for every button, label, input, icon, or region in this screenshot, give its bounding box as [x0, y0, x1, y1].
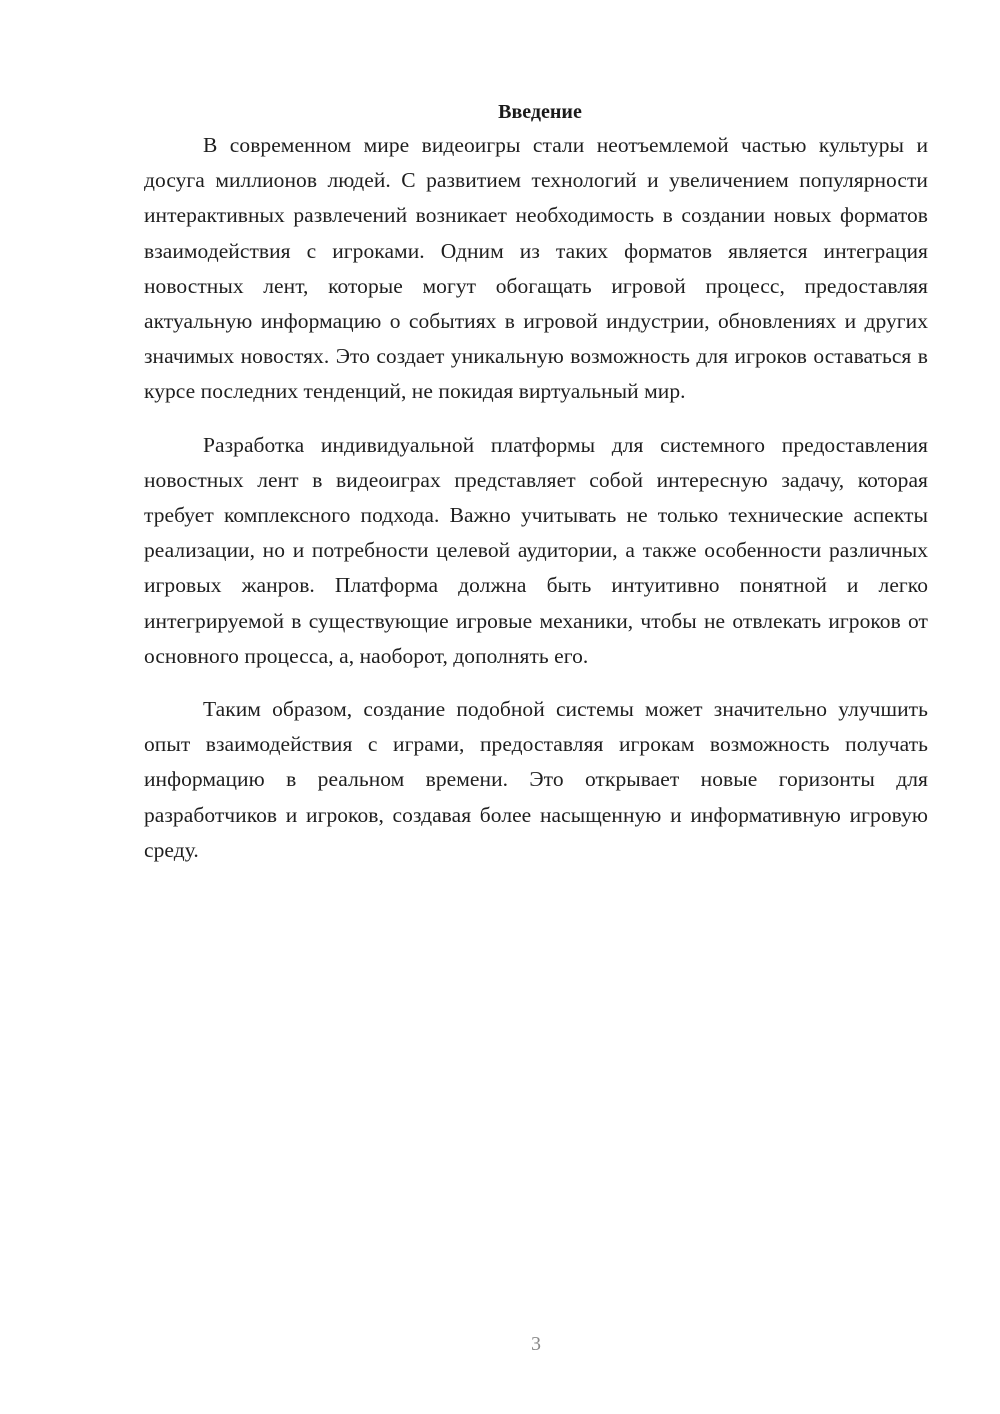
page-number: 3 — [531, 1333, 541, 1355]
paragraph-2: Разработка индивидуальной платформы для системного предоставления новостных лент в видеоиграх представляет собой интересную задачу, которая требует комплексного подхода. Важно учитывать не только технические аспекты реализации, но и потребности целевой аудитории, а также особенности различных игровых жанров. Платформа должна быть интуитивно понятной и легко интегрируемой в существующие игровые механики, чтобы не отвлекать игроков от основного процесса, а, наоборот, дополнять его. — [144, 432, 928, 668]
section-title: Введение — [498, 101, 582, 123]
paragraph-3: Таким образом, создание подобной системы может значительно улучшить опыт взаимодействия с играми, предоставляя игрокам возможность получать информацию в реальном времени. Это открывает новые горизонты для разработчиков и игроков, создавая более насыщенную и информативную игровую среду. — [144, 697, 928, 862]
page-content — [144, 96, 928, 868]
paragraph-1: В современном мире видеоигры стали неотъемлемой частью культуры и досуга миллионов людей. С развитием технологий и увеличением популярности интерактивных развлечений возникает необходимость в создании новых форматов взаимодействия с игроками. Одним из таких форматов является интеграция новостных лент, которые могут обогащать игровой процесс, предоставляя актуальную информацию о событиях в игровой индустрии, обновлениях и других значимых новостях. Это создает уникальную возможность для игроков оставаться в курсе последних тенденций, не покидая виртуальный мир. — [144, 133, 928, 404]
